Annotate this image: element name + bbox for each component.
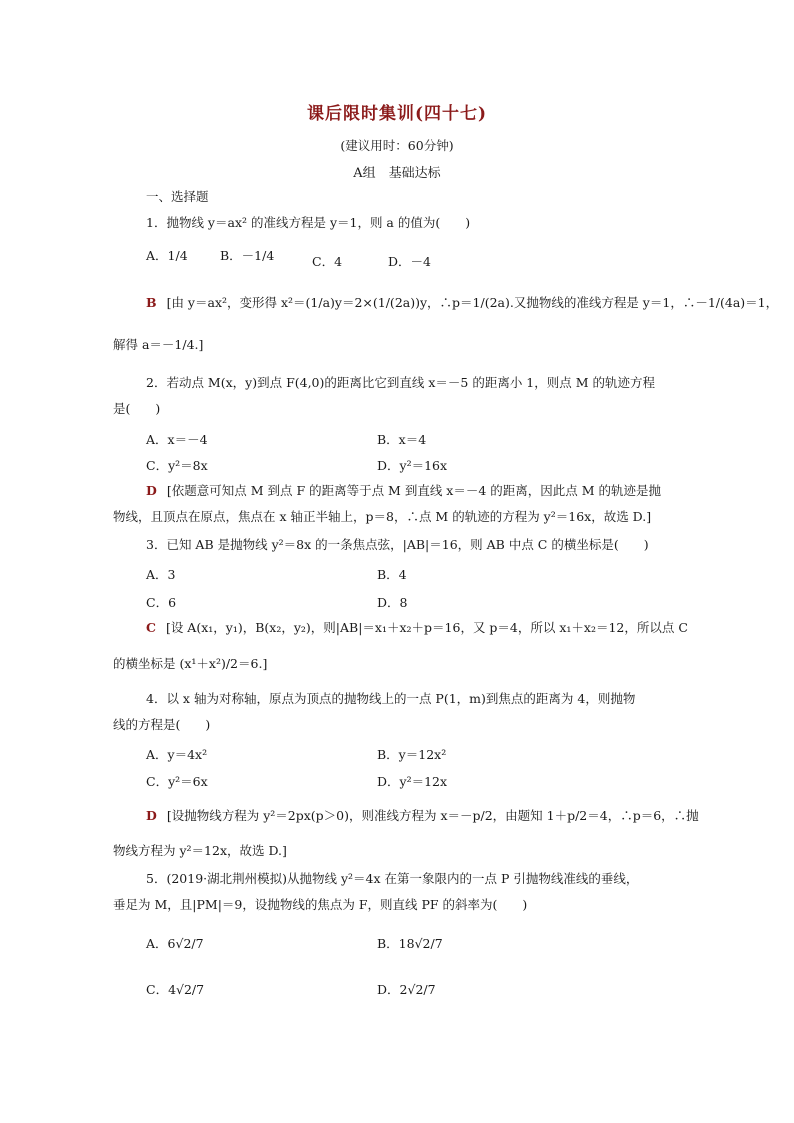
q1-option-b: B．－1/4 <box>220 248 275 263</box>
q2-option-d: D．y²＝16x <box>377 458 448 473</box>
q3-option-c: C．6 <box>146 595 177 610</box>
time-suggestion: (建议用时：60分钟) <box>340 138 454 153</box>
q4-stem-line2: 线的方程是( ) <box>113 717 211 732</box>
q1-stem-text: 1．抛物线 y＝ax² 的准线方程是 y＝1，则 a 的值为( ) <box>146 215 471 230</box>
q5-option-b: B．18√2/7 <box>377 936 443 951</box>
q4-option-c: C．y²＝6x <box>146 774 208 789</box>
q5-option-d: D．2√2/7 <box>377 982 436 997</box>
q4-solution-text1: [设抛物线方程为 y²＝2px(p＞0)，则准线方程为 x＝－p/2，由题知 1＋p/2＝4，∴p＝6，∴抛 <box>166 808 699 823</box>
q3-solution-line2: 的横坐标是 (x¹＋x²)/2＝6.] <box>113 656 268 671</box>
page-title: 课后限时集训(四十七) <box>306 104 488 124</box>
q4-solution-line1 <box>146 807 699 825</box>
q2-option-a: A．x＝－4 <box>146 432 208 447</box>
q3-solution-line1 <box>146 619 688 637</box>
q3-solution-text1: [设 A(x₁，y₁)，B(x₂，y₂)，则|AB|＝x₁＋x₂＋p＝16，又 p＝4，所以 x₁＋x₂＝12，所以点 C <box>165 620 688 635</box>
q1-answer: B <box>146 295 157 310</box>
q4-answer: D <box>146 808 157 823</box>
q4-option-a: A．y＝4x² <box>146 747 208 762</box>
q1-solution-line2: 解得 a＝－1/4.] <box>113 337 204 352</box>
q1-solution-line1 <box>146 294 778 312</box>
q3-answer: C <box>146 620 156 635</box>
q4-option-b: B．y＝12x² <box>377 747 447 762</box>
q3-option-b: B．4 <box>377 567 407 582</box>
q5-stem-line1: 5．(2019·湖北荆州模拟)从抛物线 y²＝4x 在第一象限内的一点 P 引抛物线准线的垂线， <box>146 871 639 886</box>
q3-option-d: D．8 <box>377 595 408 610</box>
q5-option-c: C．4√2/7 <box>146 982 205 997</box>
group-heading: A组 基础达标 <box>353 166 441 181</box>
q2-solution-text1: [依题意可知点 M 到点 F 的距离等于点 M 到直线 x＝－4 的距离，因此点 M 的轨迹是抛 <box>166 483 662 498</box>
q1-option-a: A．1/4 <box>146 248 188 263</box>
q2-solution-line2: 物线，且顶点在原点，焦点在 x 轴正半轴上，p＝8，∴点 M 的轨迹的方程为 y²＝16x，故选 D.] <box>113 509 652 524</box>
q4-stem-line1: 4．以 x 轴为对称轴，原点为顶点的抛物线上的一点 P(1，m)到焦点的距离为 4，则抛物 <box>146 691 636 706</box>
q2-stem-line2: 是( ) <box>113 401 161 416</box>
section-heading: 一、选择题 <box>146 189 209 204</box>
q2-solution-line1 <box>146 482 661 500</box>
q5-stem-line2: 垂足为 M，且|PM|＝9，设抛物线的焦点为 F，则直线 PF 的斜率为( ) <box>113 897 528 912</box>
q1-option-c: C．4 <box>312 254 343 269</box>
q2-option-b: B．x＝4 <box>377 432 427 447</box>
q3-stem: 3．已知 AB 是抛物线 y²＝8x 的一条焦点弦，|AB|＝16，则 AB 中点 C 的横坐标是( ) <box>146 537 649 552</box>
q3-option-a: A．3 <box>146 567 176 582</box>
q5-option-a: A．6√2/7 <box>146 936 204 951</box>
q1-solution-text1: [由 y＝ax²，变形得 x²＝(1/a)y＝2×(1/(2a))y，∴p＝1/(2a).又抛物线的准线方程是 y＝1，∴－1/(4a)＝1， <box>166 295 779 310</box>
q1-stem <box>146 214 470 232</box>
q1-option-d: D．－4 <box>388 254 431 269</box>
q2-option-c: C．y²＝8x <box>146 458 208 473</box>
q4-solution-line2: 物线方程为 y²＝12x，故选 D.] <box>113 843 287 858</box>
q4-option-d: D．y²＝12x <box>377 774 448 789</box>
q2-answer: D <box>146 483 157 498</box>
q2-stem-line1: 2．若动点 M(x，y)到点 F(4,0)的距离比它到直线 x＝－5 的距离小 1，则点 M 的轨迹方程 <box>146 375 655 390</box>
